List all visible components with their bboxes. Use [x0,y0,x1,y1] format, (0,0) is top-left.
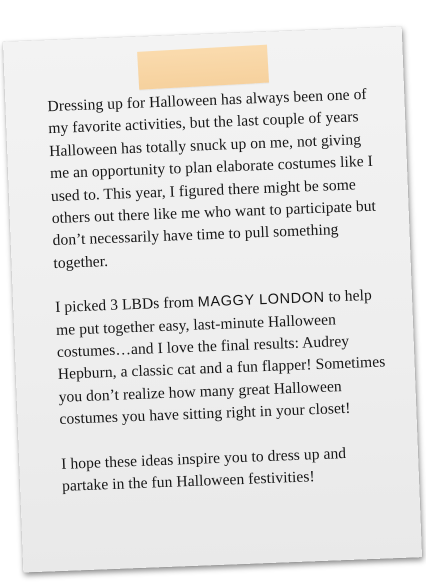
brand-name: MAGGY LONDON [197,289,325,311]
note-paper [3,27,422,573]
note-text [47,84,393,521]
paragraph-costumes-start: I picked 3 LBDs from [54,293,199,317]
tape-strip [137,45,269,90]
paragraph-intro: Dressing up for Halloween has always been one of my favorite activities, but the last couple of years Halloween has totally snuck up on me, not giving me an opportunity to plan elaborate costumes like I used to. This year, I figured there might be some others out there like me who want to participate but don’t necessarily have time to pull something together. [47,85,377,272]
paragraph-closing: I hope these ideas inspire you to dress up and partake in the fun Halloween festivities! [60,444,347,496]
paragraph-costumes [55,285,390,432]
paragraph-costumes-end: to help me put together easy, last-minute Halloween costumes…and I love the final results: Audrey Hepburn, a classic cat and a fun flapper! Sometimes you don’t realize how many great Halloween costumes you have sitting right in your closet! [55,287,386,429]
